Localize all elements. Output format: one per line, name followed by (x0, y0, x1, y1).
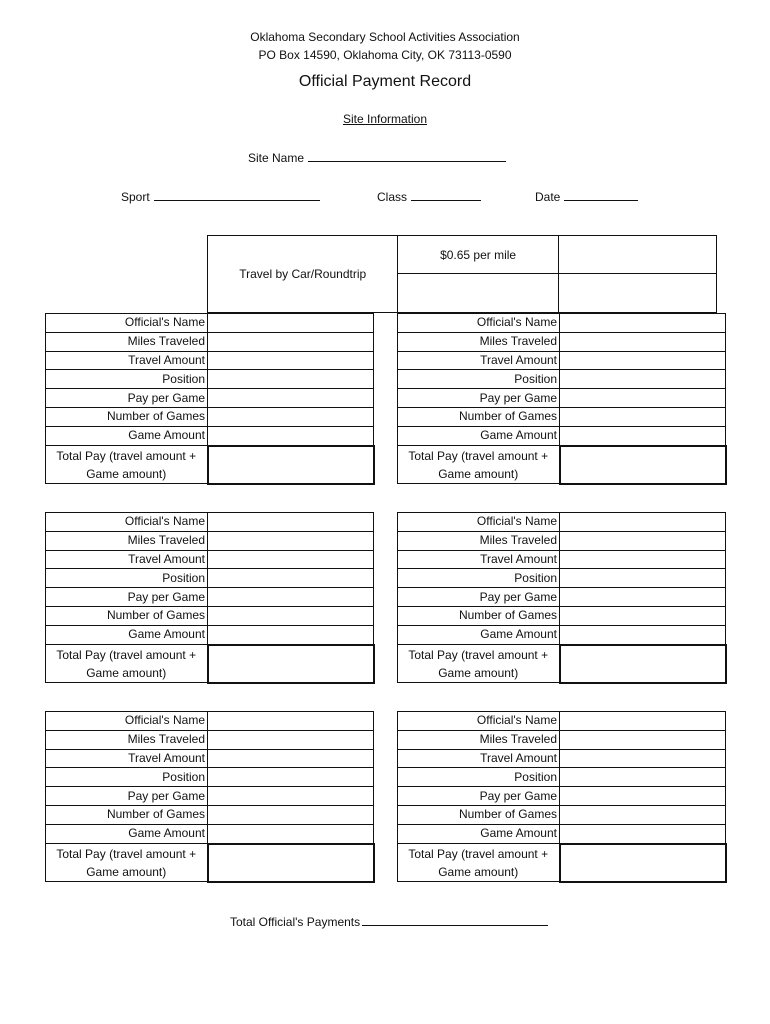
travel-amount-input[interactable] (208, 351, 374, 370)
position-label: Position (398, 370, 560, 389)
number-of-games-label: Number of Games (46, 407, 208, 426)
officials-name-input[interactable] (560, 513, 726, 532)
sport-line[interactable] (154, 190, 320, 201)
position-input[interactable] (208, 569, 374, 588)
official-block (397, 711, 727, 883)
officials-name-label: Official's Name (46, 712, 208, 731)
date-label: Date (535, 190, 561, 204)
travel-amount-label: Travel Amount (398, 550, 560, 569)
position-input[interactable] (208, 768, 374, 787)
game-amount-input[interactable] (560, 625, 726, 644)
official-block (45, 313, 375, 485)
position-input[interactable] (560, 768, 726, 787)
travel-rate-table (207, 235, 717, 313)
number-of-games-label: Number of Games (46, 805, 208, 824)
game-amount-input[interactable] (208, 824, 374, 843)
travel-amount-label: Travel Amount (46, 550, 208, 569)
class-field[interactable] (377, 190, 481, 204)
miles-traveled-label: Miles Traveled (398, 531, 560, 550)
number-of-games-input[interactable] (208, 606, 374, 625)
game-amount-label: Game Amount (398, 625, 560, 644)
number-of-games-input[interactable] (560, 805, 726, 824)
game-amount-input[interactable] (208, 426, 374, 445)
total-payments-field[interactable] (230, 913, 548, 929)
pay-per-game-input[interactable] (560, 787, 726, 806)
miles-traveled-input[interactable] (560, 531, 726, 550)
total-pay-label: Total Pay (travel amount + Game amount) (398, 645, 560, 683)
game-amount-input[interactable] (208, 625, 374, 644)
officials-name-label: Official's Name (398, 712, 560, 731)
official-block (397, 512, 727, 684)
number-of-games-input[interactable] (560, 606, 726, 625)
position-label: Position (398, 768, 560, 787)
game-amount-label: Game Amount (398, 426, 560, 445)
official-block (397, 313, 727, 485)
pay-per-game-label: Pay per Game (398, 787, 560, 806)
pay-per-game-label: Pay per Game (46, 787, 208, 806)
position-label: Position (46, 370, 208, 389)
officials-name-label: Official's Name (398, 314, 560, 333)
number-of-games-label: Number of Games (398, 407, 560, 426)
site-name-label: Site Name (248, 151, 305, 165)
travel-amount-label: Travel Amount (398, 749, 560, 768)
total-pay-label: Total Pay (travel amount + Game amount) (398, 446, 560, 484)
miles-traveled-input[interactable] (208, 332, 374, 351)
number-of-games-input[interactable] (208, 407, 374, 426)
officials-name-input[interactable] (560, 314, 726, 333)
officials-name-label: Official's Name (46, 314, 208, 333)
pay-per-game-input[interactable] (208, 588, 374, 607)
miles-traveled-input[interactable] (208, 730, 374, 749)
sport-field[interactable] (121, 190, 320, 204)
total-payments-label: Total Official's Payments (230, 915, 361, 929)
total-pay-input[interactable] (560, 446, 726, 484)
travel-label: Travel by Car/Roundtrip (208, 236, 398, 313)
travel-cell[interactable] (558, 236, 716, 274)
total-pay-label: Total Pay (travel amount + Game amount) (46, 844, 208, 882)
org-name: Oklahoma Secondary School Activities Association (250, 30, 520, 44)
miles-traveled-label: Miles Traveled (398, 730, 560, 749)
officials-name-label: Official's Name (398, 513, 560, 532)
pay-per-game-label: Pay per Game (46, 588, 208, 607)
site-name-field[interactable] (248, 151, 506, 165)
game-amount-input[interactable] (560, 426, 726, 445)
travel-amount-input[interactable] (560, 550, 726, 569)
officials-name-input[interactable] (208, 712, 374, 731)
official-block (45, 512, 375, 684)
position-input[interactable] (208, 370, 374, 389)
total-payments-line[interactable] (362, 913, 548, 926)
pay-per-game-input[interactable] (208, 389, 374, 408)
total-pay-input[interactable] (560, 645, 726, 683)
date-field[interactable] (535, 190, 638, 204)
travel-amount-label: Travel Amount (398, 351, 560, 370)
miles-traveled-label: Miles Traveled (46, 332, 208, 351)
game-amount-label: Game Amount (46, 824, 208, 843)
travel-rate: $0.65 per mile (398, 236, 558, 274)
total-pay-label: Total Pay (travel amount + Game amount) (46, 645, 208, 683)
officials-name-input[interactable] (208, 513, 374, 532)
miles-traveled-input[interactable] (208, 531, 374, 550)
total-pay-input[interactable] (208, 844, 374, 882)
miles-traveled-label: Miles Traveled (398, 332, 560, 351)
org-address: PO Box 14590, Oklahoma City, OK 73113-0590 (258, 48, 512, 62)
pay-per-game-label: Pay per Game (46, 389, 208, 408)
miles-traveled-input[interactable] (560, 332, 726, 351)
officials-name-label: Official's Name (46, 513, 208, 532)
class-label: Class (377, 190, 408, 204)
position-input[interactable] (560, 569, 726, 588)
official-block (45, 711, 375, 883)
number-of-games-label: Number of Games (46, 606, 208, 625)
position-label: Position (46, 768, 208, 787)
travel-amount-label: Travel Amount (46, 749, 208, 768)
travel-amount-input[interactable] (208, 749, 374, 768)
pay-per-game-input[interactable] (560, 588, 726, 607)
miles-traveled-label: Miles Traveled (46, 531, 208, 550)
section-heading: Site Information (342, 112, 428, 126)
officials-name-input[interactable] (208, 314, 374, 333)
position-label: Position (398, 569, 560, 588)
pay-per-game-input[interactable] (560, 389, 726, 408)
miles-traveled-input[interactable] (560, 730, 726, 749)
travel-amount-label: Travel Amount (46, 351, 208, 370)
game-amount-input[interactable] (560, 824, 726, 843)
miles-traveled-label: Miles Traveled (46, 730, 208, 749)
total-pay-input[interactable] (208, 645, 374, 683)
number-of-games-label: Number of Games (398, 606, 560, 625)
total-pay-label: Total Pay (travel amount + Game amount) (398, 844, 560, 882)
pay-per-game-label: Pay per Game (398, 389, 560, 408)
travel-cell[interactable] (398, 274, 558, 313)
site-name-line[interactable] (308, 151, 506, 162)
game-amount-label: Game Amount (46, 426, 208, 445)
travel-cell[interactable] (558, 274, 716, 313)
number-of-games-input[interactable] (208, 805, 374, 824)
pay-per-game-input[interactable] (208, 787, 374, 806)
total-pay-input[interactable] (560, 844, 726, 882)
travel-amount-input[interactable] (560, 351, 726, 370)
position-input[interactable] (560, 370, 726, 389)
travel-amount-input[interactable] (208, 550, 374, 569)
pay-per-game-label: Pay per Game (398, 588, 560, 607)
number-of-games-input[interactable] (560, 407, 726, 426)
sport-label: Sport (121, 190, 150, 204)
position-label: Position (46, 569, 208, 588)
class-line[interactable] (411, 190, 481, 201)
page-title: Official Payment Record (298, 73, 472, 90)
number-of-games-label: Number of Games (398, 805, 560, 824)
officials-name-input[interactable] (560, 712, 726, 731)
total-pay-label: Total Pay (travel amount + Game amount) (46, 446, 208, 484)
date-line[interactable] (564, 190, 638, 201)
game-amount-label: Game Amount (398, 824, 560, 843)
game-amount-label: Game Amount (46, 625, 208, 644)
travel-amount-input[interactable] (560, 749, 726, 768)
total-pay-input[interactable] (208, 446, 374, 484)
